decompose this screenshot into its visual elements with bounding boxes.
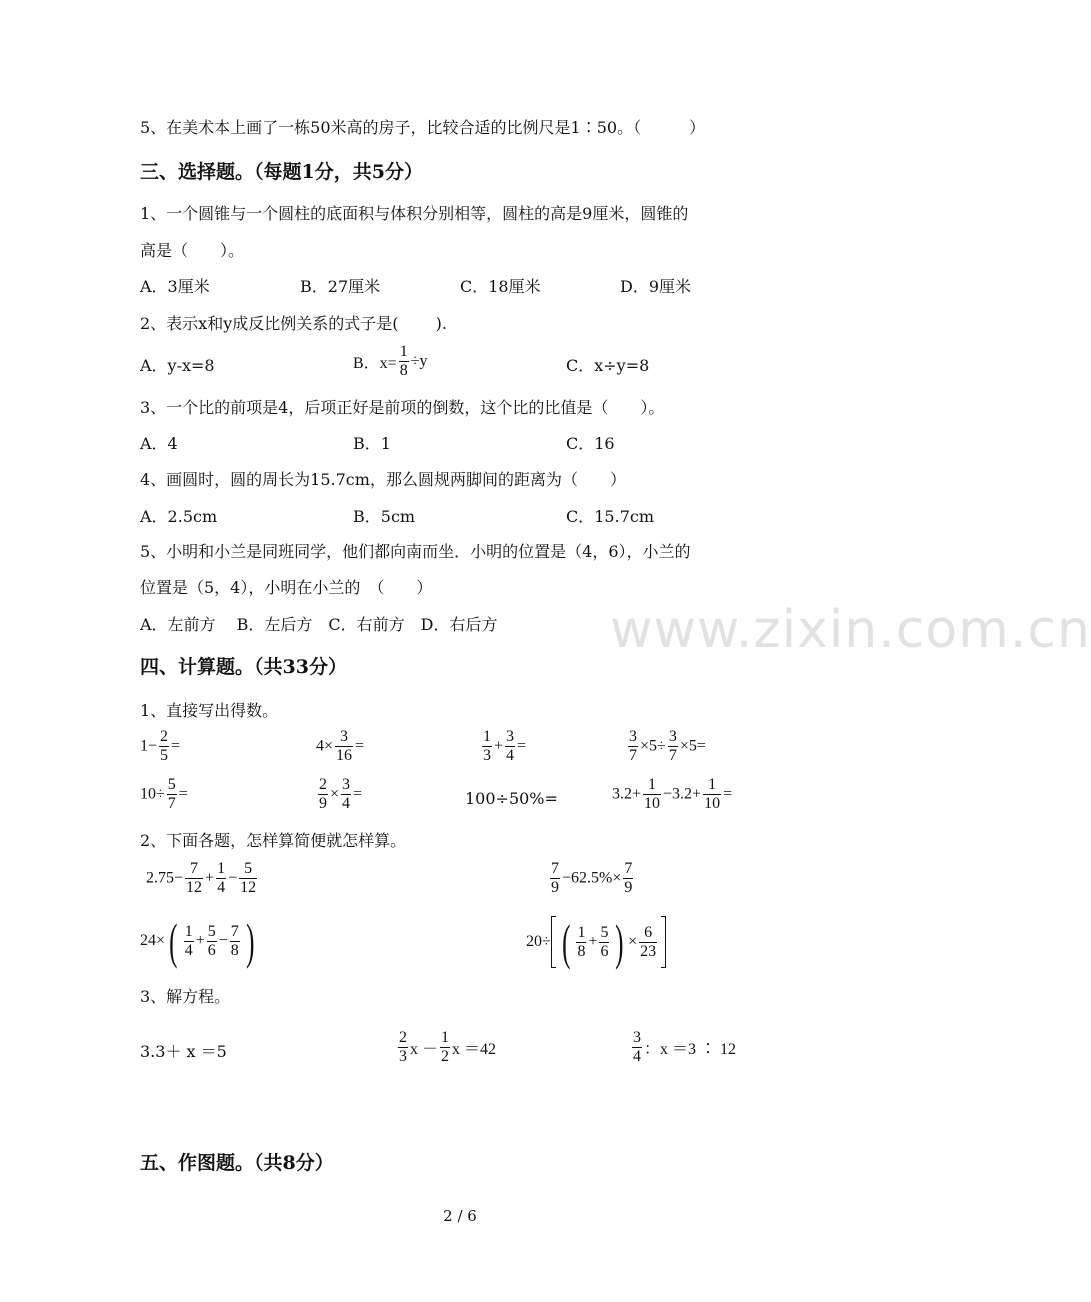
section-5-title: 五、作图题。（共8分） [140,1152,334,1174]
section-3-title: 三、选择题。（每题1分，共5分） [140,161,423,183]
choice-q3-option-c: C．16 [566,434,615,453]
judge-question-5: 5、在美术本上画了一栋50米高的房子，比较合适的比例尺是1∶50。（ ） [140,118,706,137]
watermark: www.zixin.com.cn [610,600,1091,660]
choice-q4-option-b: B．5cm [353,507,416,526]
choice-q5-options: A．左前方 B．左后方 C．右前方 D．右后方 [140,615,498,634]
calc-q3-title: 3、解方程。 [140,987,231,1006]
choice-q4-option-c: C．15.7cm [566,507,655,526]
expr-c1: 2.75− $\frac{7}{12}$ + $\frac{1}{4}$ − $\frac{5}{12}$ [146,860,257,896]
page-number: 2 / 6 [443,1207,477,1225]
fraction-1-8: $\frac{1}{8}$ [399,343,408,379]
choice-q2: 2、表示x和y成反比例关系的式子是( ). [140,314,447,333]
equation-2: $\frac{2}{3}$ x － $\frac{1}{2}$ x ＝42 [399,1029,497,1065]
expr-d2: 20÷ ( $\frac{1}{8}$ + $\frac{5}{6}$ ) × $\frac{6}{23}$ [526,916,666,968]
expr-d1: 24×( $\frac{1}{4}$ + $\frac{5}{6}$ − $\frac{7}{8}$ ) [140,913,255,969]
choice-q2-option-b [353,343,427,380]
expr-a4: $\frac{3}{7}$ ×5÷ $\frac{3}{7}$ ×5= [629,728,706,764]
expr-c2: $\frac{7}{9}$ −62.5%× $\frac{7}{9}$ [551,860,633,896]
expr-b1: 10÷ $\frac{5}{7}$ = [140,776,188,812]
choice-q3: 3、一个比的前项是4，后项正好是前项的倒数，这个比的比值是（ ）。 [140,398,665,417]
choice-q1-line2: 高是（ ）。 [140,241,245,260]
choice-q4: 4、画圆时，圆的周长为15.7cm，那么圆规两脚间的距离为（ ） [140,470,626,489]
expr-b2: $\frac{2}{9}$ × $\frac{3}{4}$ = [319,776,363,812]
choice-q1-line1: 1、一个圆锥与一个圆柱的底面积与体积分别相等，圆柱的高是9厘米，圆锥的 [140,204,689,223]
choice-q3-option-b: B．1 [353,434,391,453]
expr-a1: 1− $\frac{2}{5}$ = [140,728,181,764]
calc-q2-title: 2、下面各题，怎样算简便就怎样算。 [140,831,407,850]
choice-q3-option-a: A．4 [140,434,178,453]
equation-3: $\frac{3}{4}$ ：x ＝3 ∶ 12 [633,1029,737,1065]
choice-q2-option-c: C．x÷y=8 [566,356,650,375]
choice-q1-option-d: D．9厘米 [620,277,692,296]
section-4-title: 四、计算题。（共33分） [140,656,347,678]
expr-a3: $\frac{1}{3}$ + $\frac{3}{4}$ = [483,728,527,764]
expr-a2: 4× $\frac{3}{16}$ = [316,728,365,764]
choice-q4-option-a: A．2.5cm [140,507,218,526]
choice-q1-option-a: A．3厘米 [140,277,210,296]
option-b-prefix: B．x= [353,355,397,372]
equation-1: 3.3＋ x ＝5 [140,1042,227,1061]
choice-q5-line2: 位置是（5，4），小明在小兰的 （ ） [140,578,433,597]
choice-q1-option-b: B．27厘米 [300,277,381,296]
choice-q2-option-a: A．y-x=8 [140,356,215,375]
expr-b3: 100÷50%= [465,789,558,808]
option-b-suffix: ÷y [410,352,428,370]
choice-q1-option-c: C．18厘米 [460,277,541,296]
choice-q5-line1: 5、小明和小兰是同班同学，他们都向南而坐．小明的位置是（4，6），小兰的 [140,542,691,561]
expr-b4: 3.2+ $\frac{1}{10}$ −3.2+ $\frac{1}{10}$ = [612,776,733,812]
calc-q1-title: 1、直接写出得数。 [140,701,279,720]
